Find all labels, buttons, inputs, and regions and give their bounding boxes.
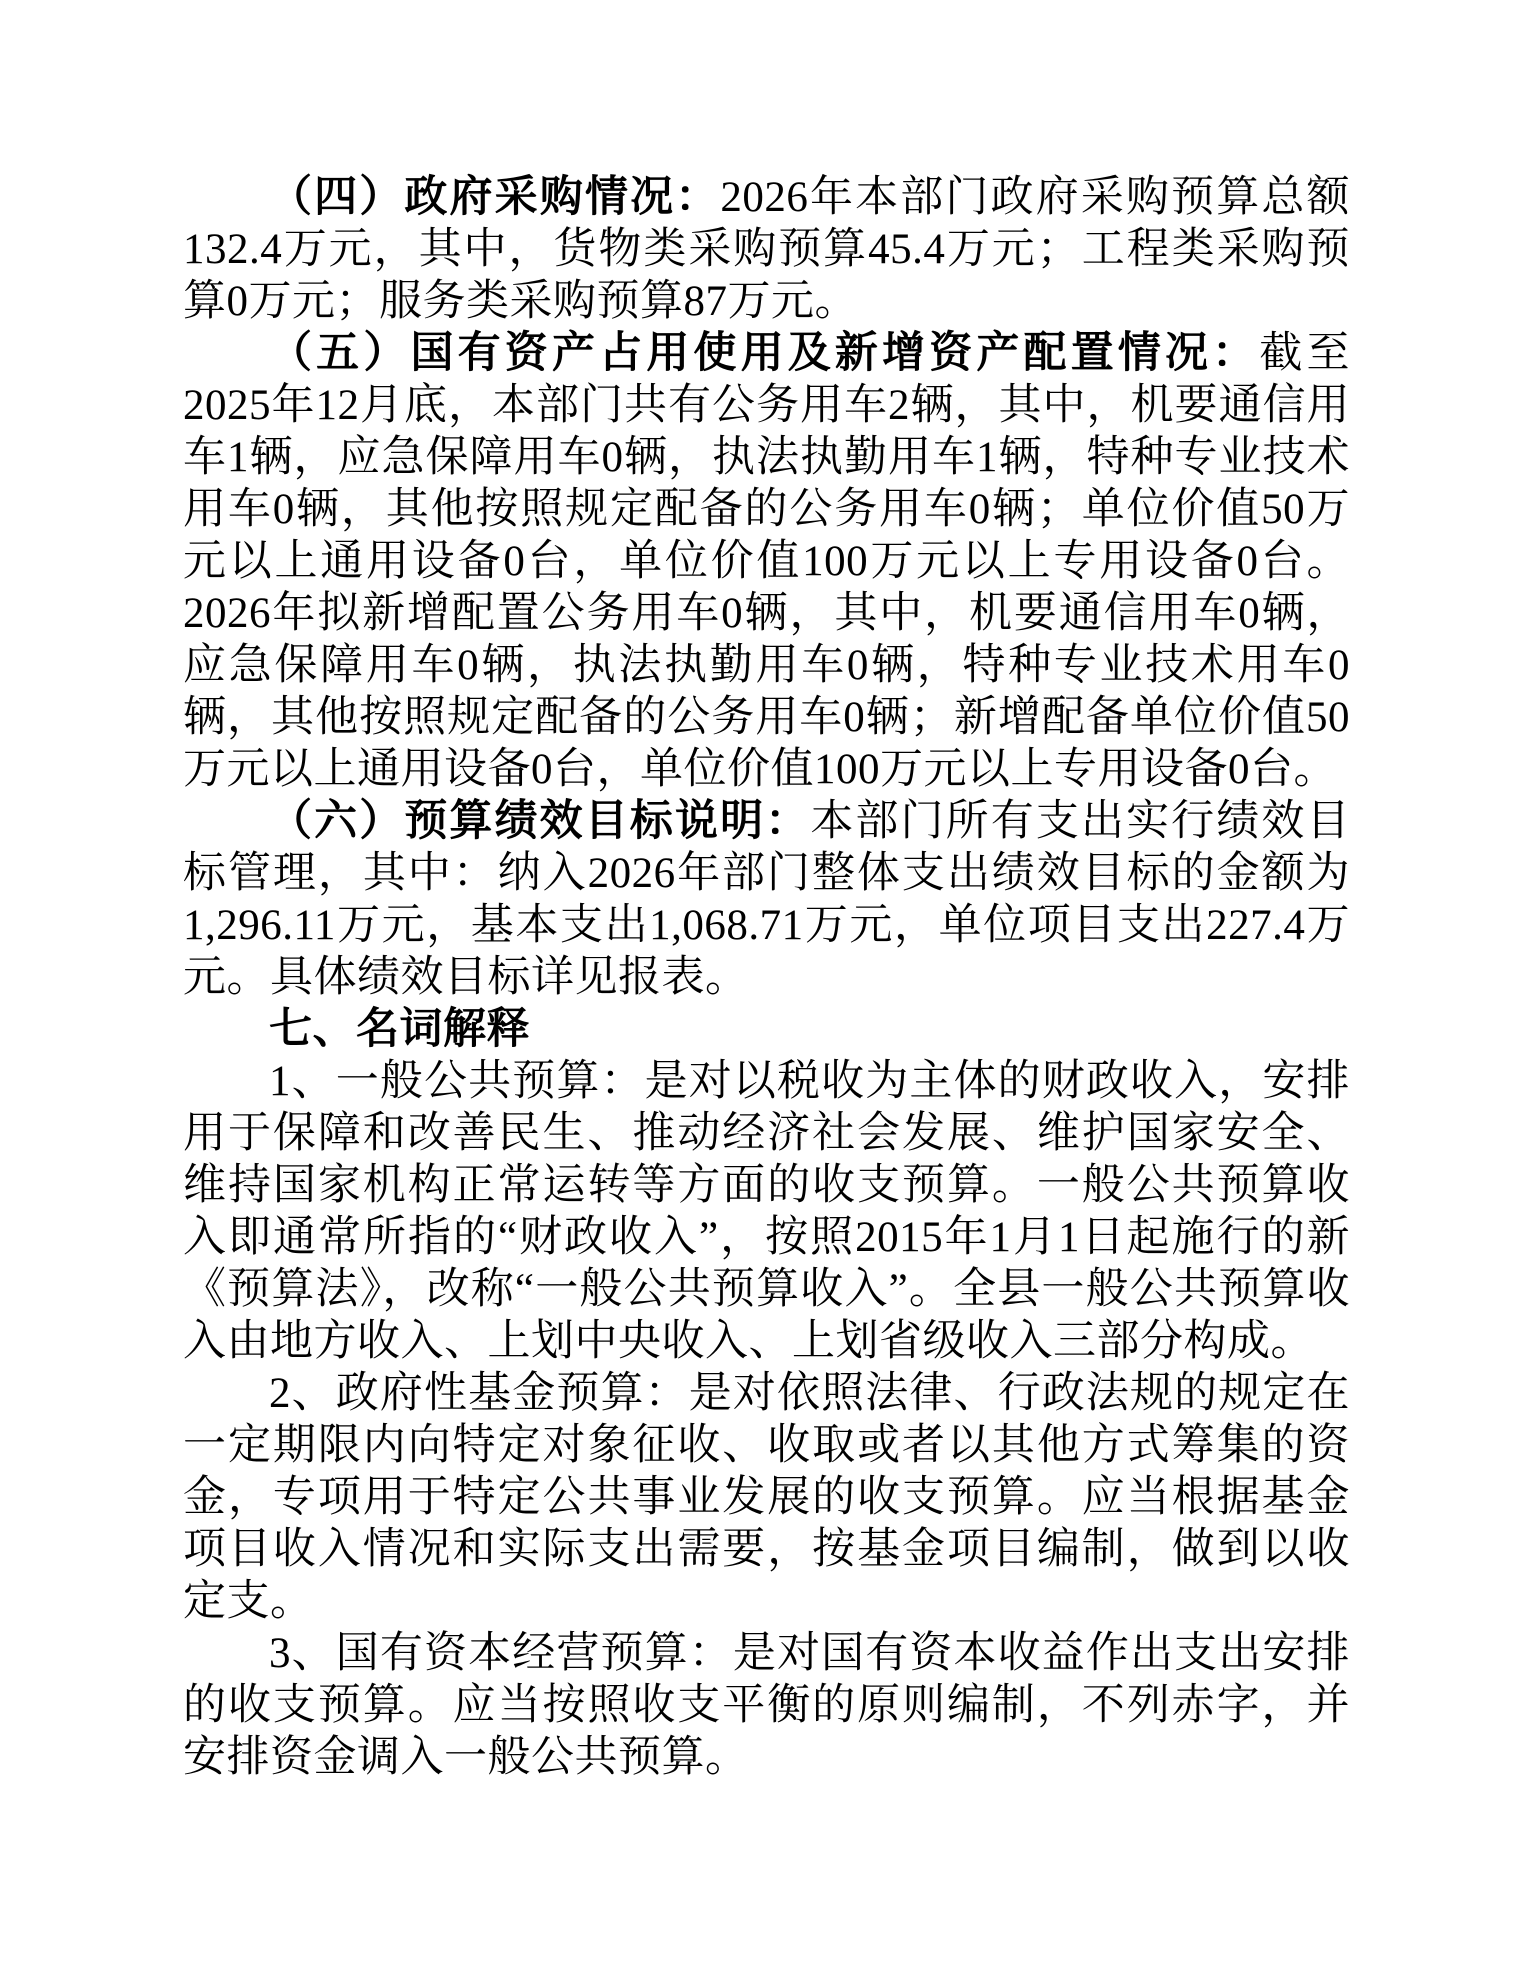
glossary-item-general-budget: 1、一般公共预算：是对以税收为主体的财政收入，安排用于保障和改善民生、推动经济社会发展、维护国家安全、维持国家机构正常运转等方面的收支预算。一般公共预算收入即通常所指的“财政收入”，按照2015年1月1日起施行的新《预算法》，改称“一般公共预算收入”。全县一般公共预算收入由地方收入、上划中央收入、上划省级收入三部分构成。: [183, 1058, 1350, 1365]
paragraph-performance: [183, 796, 1350, 1004]
section-assets-title: （五）国有资产占用使用及新增资产配置情况：: [269, 330, 1260, 377]
glossary-item-government-fund-budget: 2、政府性基金预算：是对依照法律、行政法规的规定在一定期限内向特定对象征收、收取或者以其他方式筹集的资金，专项用于特定公共事业发展的收支预算。应当根据基金项目收入情况和实际支出需要，按基金项目编制，做到以收定支。: [183, 1370, 1350, 1625]
section-performance-title: （六）预算绩效目标说明：: [269, 798, 811, 845]
paragraph-assets: [183, 328, 1350, 796]
glossary-heading: 七、名词解释: [269, 1006, 530, 1053]
document-body: [183, 172, 1350, 1784]
section-procurement-text: 2026年本部门政府采购预算总额132.4万元，其中，货物类采购预算45.4万元；工程类采购预算0万元；服务类采购预算87万元。: [183, 174, 1351, 325]
section-assets-text: 截至2025年12月底，本部门共有公务用车2辆，其中，机要通信用车1辆，应急保障用车0辆，执法执勤用车1辆，特种专业技术用车0辆，其他按照规定配备的公务用车0辆；单位价值50万元以上通用设备0台，单位价值100万元以上专用设备0台。2026年拟新增配置公务用车0辆，其中，机要通信用车0辆，应急保障用车0辆，执法执勤用车0辆，特种专业技术用车0辆，其他按照规定配备的公务用车0辆；新增配备单位价值50万元以上通用设备0台，单位价值100万元以上专用设备0台。: [183, 330, 1351, 793]
glossary-item-state-capital-budget: 3、国有资本经营预算：是对国有资本收益作出支出安排的收支预算。应当按照收支平衡的原则编制，不列赤字，并安排资金调入一般公共预算。: [183, 1630, 1350, 1781]
section-performance-text: 本部门所有支出实行绩效目标管理，其中：纳入2026年部门整体支出绩效目标的金额为1,296.11万元，基本支出1,068.71万元，单位项目支出227.4万元。具体绩效目标详见报表。: [183, 798, 1351, 1001]
section-procurement-title: （四）政府采购情况：: [269, 174, 721, 221]
paragraph-procurement: [183, 172, 1350, 328]
